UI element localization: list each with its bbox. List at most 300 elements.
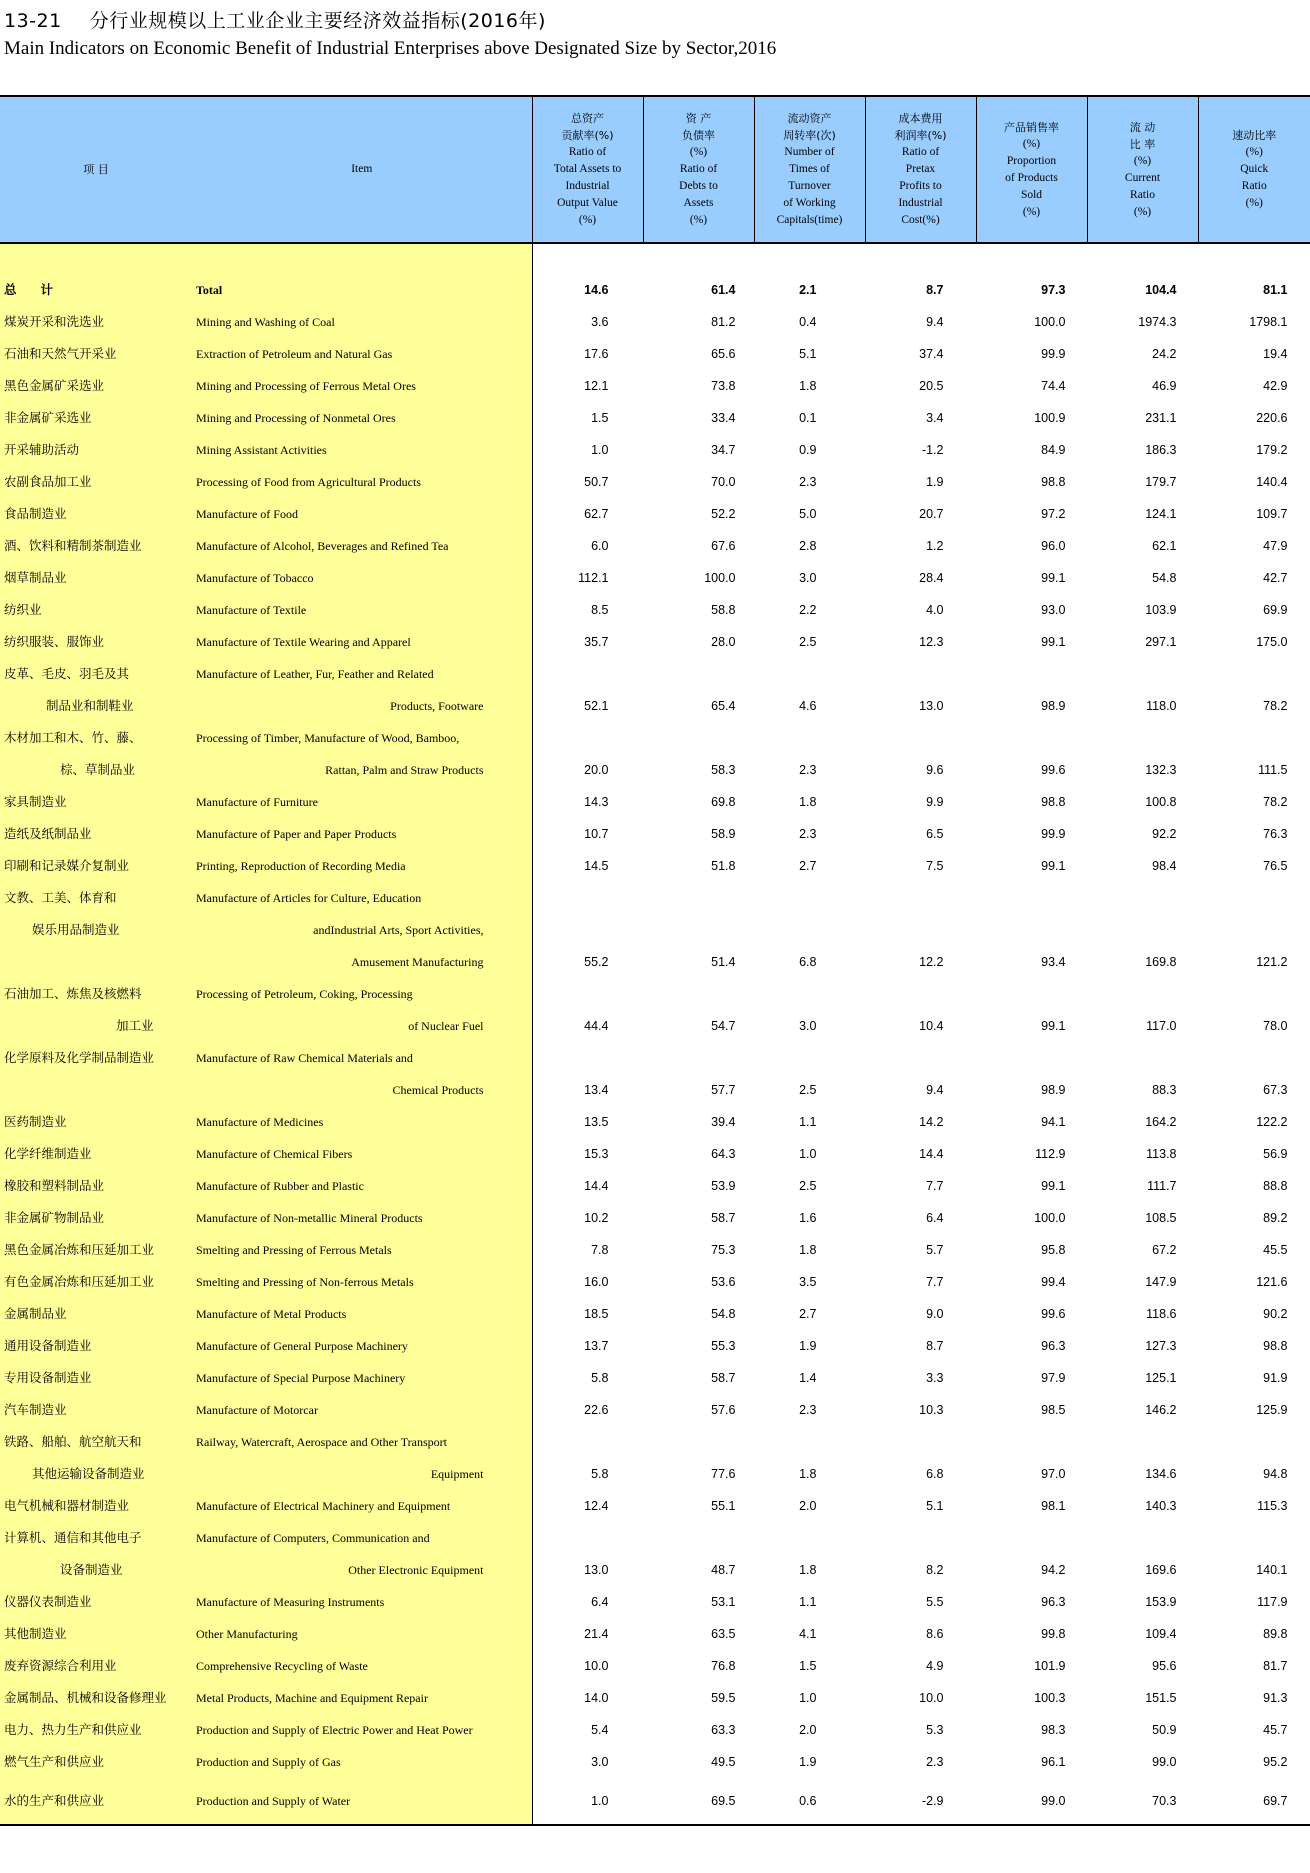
value-cell-col-7: 220.6: [1198, 402, 1310, 434]
value-cell-col-2: 65.4: [643, 690, 754, 722]
value-cell-col-5: 96.1: [976, 1746, 1087, 1778]
value-cell-col-3: 3.0: [754, 562, 865, 594]
value-cell-col-2: 59.5: [643, 1682, 754, 1714]
value-cell-col-3: 1.8: [754, 786, 865, 818]
row-label-cn: 石油和天然气开采业: [0, 338, 192, 370]
row-label-en: Manufacture of Paper and Paper Products: [192, 818, 532, 850]
value-cell-col-1: 35.7: [532, 626, 643, 658]
value-cell-col-5: 98.8: [976, 786, 1087, 818]
value-cell-col-7: 111.5: [1198, 754, 1310, 786]
row-label-cn: 其他运输设备制造业: [0, 1458, 192, 1490]
value-cell-col-4: 7.7: [865, 1170, 976, 1202]
row-label-en: Manufacture of Electrical Machinery and Equipment: [192, 1490, 532, 1522]
value-cell-col-3: 2.5: [754, 1170, 865, 1202]
value-cell-col-7: 42.9: [1198, 370, 1310, 402]
value-cell-col-6: 134.6: [1087, 1458, 1198, 1490]
row-label-en: Processing of Timber, Manufacture of Wood, Bamboo,: [192, 722, 532, 754]
row-label-en: Processing of Food from Agricultural Products: [192, 466, 532, 498]
header-col-en: (%) Quick Ratio (%): [1240, 146, 1269, 209]
row-label-en: Printing, Reproduction of Recording Media: [192, 850, 532, 882]
value-cell-col-1: 18.5: [532, 1298, 643, 1330]
value-cell-col-5: [976, 722, 1087, 754]
table-row: [0, 1234, 1310, 1266]
table-row: [0, 722, 1310, 754]
value-cell-col-2: 67.6: [643, 530, 754, 562]
row-label-en: Other Manufacturing: [192, 1618, 532, 1650]
row-label-cn: 文教、工美、体育和: [0, 882, 192, 914]
value-cell-col-6: 153.9: [1087, 1586, 1198, 1618]
row-label-cn: 黑色金属矿采选业: [0, 370, 192, 402]
value-cell-col-4: 6.5: [865, 818, 976, 850]
value-cell-col-4: [865, 914, 976, 946]
value-cell-col-1: 13.5: [532, 1106, 643, 1138]
value-cell-col-1: 10.0: [532, 1650, 643, 1682]
value-cell-col-6: 67.2: [1087, 1234, 1198, 1266]
value-cell-col-4: 12.3: [865, 626, 976, 658]
value-cell-col-6: [1087, 658, 1198, 690]
value-cell-col-2: 53.9: [643, 1170, 754, 1202]
row-label-en: Manufacture of Computers, Communication and: [192, 1522, 532, 1554]
value-cell-col-2: 48.7: [643, 1554, 754, 1586]
value-cell-col-1: [532, 658, 643, 690]
row-label-en: of Nuclear Fuel: [192, 1010, 532, 1042]
value-cell-col-1: 13.7: [532, 1330, 643, 1362]
value-cell-col-7: 179.2: [1198, 434, 1310, 466]
value-cell-col-5: 99.6: [976, 1298, 1087, 1330]
value-cell-col-5: 97.3: [976, 274, 1087, 306]
row-label-cn: 纺织服装、服饰业: [0, 626, 192, 658]
table-row: [0, 658, 1310, 690]
value-cell-col-1: 14.5: [532, 850, 643, 882]
value-cell-col-5: 99.6: [976, 754, 1087, 786]
value-cell-col-4: -2.9: [865, 1778, 976, 1825]
table-row: [0, 1362, 1310, 1394]
value-cell-col-1: 112.1: [532, 562, 643, 594]
value-cell-col-3: 1.9: [754, 1746, 865, 1778]
value-cell-col-4: 9.6: [865, 754, 976, 786]
value-cell-col-3: [754, 722, 865, 754]
value-cell-col-2: [643, 658, 754, 690]
value-cell-col-5: 99.8: [976, 1618, 1087, 1650]
value-cell-col-7: 90.2: [1198, 1298, 1310, 1330]
value-cell-col-1: [532, 882, 643, 914]
value-cell-col-4: [865, 722, 976, 754]
value-cell-col-3: 2.3: [754, 466, 865, 498]
value-cell-col-2: 65.6: [643, 338, 754, 370]
value-cell-col-2: 34.7: [643, 434, 754, 466]
table-row: [0, 882, 1310, 914]
row-label-cn: 非金属矿采选业: [0, 402, 192, 434]
row-label-en: Products, Footware: [192, 690, 532, 722]
row-label-en: Manufacture of Raw Chemical Materials and: [192, 1042, 532, 1074]
row-label-en: Manufacture of Food: [192, 498, 532, 530]
value-cell-col-2: 39.4: [643, 1106, 754, 1138]
value-cell-col-3: 1.0: [754, 1682, 865, 1714]
row-label-cn: 总计: [0, 274, 192, 306]
row-label-cn: 农副食品加工业: [0, 466, 192, 498]
row-label-cn: 废弃资源综合利用业: [0, 1650, 192, 1682]
value-cell-col-7: 121.2: [1198, 946, 1310, 978]
value-cell-col-5: [976, 1426, 1087, 1458]
value-cell-col-4: 20.5: [865, 370, 976, 402]
value-cell-col-6: [1087, 1042, 1198, 1074]
value-cell-col-1: 22.6: [532, 1394, 643, 1426]
row-label-en: Mining and Processing of Nonmetal Ores: [192, 402, 532, 434]
row-label-en: Manufacture of Alcohol, Beverages and Refined Tea: [192, 530, 532, 562]
row-label-cn: 酒、饮料和精制茶制造业: [0, 530, 192, 562]
value-cell-col-3: [754, 658, 865, 690]
value-cell-col-6: 146.2: [1087, 1394, 1198, 1426]
value-cell-col-3: 2.5: [754, 626, 865, 658]
table-row: [0, 1138, 1310, 1170]
row-label-en: Equipment: [192, 1458, 532, 1490]
value-cell-col-5: [976, 1522, 1087, 1554]
row-label-cn: 橡胶和塑料制品业: [0, 1170, 192, 1202]
value-cell-col-6: [1087, 882, 1198, 914]
value-cell-col-5: 98.3: [976, 1714, 1087, 1746]
row-label-cn: 棕、草制品业: [0, 754, 192, 786]
value-cell-col-3: 1.6: [754, 1202, 865, 1234]
value-cell-col-4: 9.4: [865, 306, 976, 338]
value-cell-col-5: 93.0: [976, 594, 1087, 626]
value-cell-col-6: 24.2: [1087, 338, 1198, 370]
value-cell-col-7: 67.3: [1198, 1074, 1310, 1106]
value-cell-col-3: 1.8: [754, 1458, 865, 1490]
table-row: [0, 754, 1310, 786]
value-cell-col-3: 1.4: [754, 1362, 865, 1394]
table-row: [0, 1522, 1310, 1554]
value-cell-col-6: 125.1: [1087, 1362, 1198, 1394]
value-cell-col-6: [1087, 1426, 1198, 1458]
value-cell-col-5: 99.4: [976, 1266, 1087, 1298]
row-label-cn: 仪器仪表制造业: [0, 1586, 192, 1618]
value-cell-col-6: [1087, 914, 1198, 946]
row-label-cn: 电气机械和器材制造业: [0, 1490, 192, 1522]
value-cell-col-6: 70.3: [1087, 1778, 1198, 1825]
value-cell-col-3: 2.5: [754, 1074, 865, 1106]
value-cell-col-4: 8.7: [865, 274, 976, 306]
row-label-cn: 专用设备制造业: [0, 1362, 192, 1394]
header-item-en: [192, 96, 532, 243]
header-row: [0, 96, 1310, 243]
value-cell-col-1: 13.0: [532, 1554, 643, 1586]
value-cell-col-7: [1198, 722, 1310, 754]
table-row: [0, 338, 1310, 370]
value-cell-col-6: 92.2: [1087, 818, 1198, 850]
row-label-cn: 加工业: [0, 1010, 192, 1042]
value-cell-col-6: 169.8: [1087, 946, 1198, 978]
value-cell-col-6: [1087, 722, 1198, 754]
row-label-cn: 化学原料及化学制品制造业: [0, 1042, 192, 1074]
value-cell-col-5: 95.8: [976, 1234, 1087, 1266]
table-row: [0, 1650, 1310, 1682]
value-cell-col-2: 69.5: [643, 1778, 754, 1825]
value-cell-col-6: 62.1: [1087, 530, 1198, 562]
header-col-4: [865, 96, 976, 243]
title-cn-text: 分行业规模以上工业企业主要经济效益指标(2016年): [89, 10, 546, 32]
row-label-en: Smelting and Pressing of Non-ferrous Metals: [192, 1266, 532, 1298]
table-row: [0, 594, 1310, 626]
value-cell-col-2: 58.3: [643, 754, 754, 786]
value-cell-col-1: 44.4: [532, 1010, 643, 1042]
value-cell-col-3: 2.0: [754, 1490, 865, 1522]
value-cell-col-7: 81.1: [1198, 274, 1310, 306]
value-cell-col-4: 5.3: [865, 1714, 976, 1746]
row-label-cn: 烟草制品业: [0, 562, 192, 594]
row-label-cn: [0, 1074, 192, 1106]
value-cell-col-4: [865, 978, 976, 1010]
value-cell-col-2: 100.0: [643, 562, 754, 594]
table-row: [0, 1170, 1310, 1202]
value-cell-col-3: 1.0: [754, 1138, 865, 1170]
value-cell-col-2: 57.6: [643, 1394, 754, 1426]
value-cell-col-3: 2.2: [754, 594, 865, 626]
table-row: [0, 562, 1310, 594]
row-label-en: Metal Products, Machine and Equipment Repair: [192, 1682, 532, 1714]
value-cell-col-1: 3.0: [532, 1746, 643, 1778]
value-cell-col-2: 77.6: [643, 1458, 754, 1490]
value-cell-col-2: [643, 882, 754, 914]
value-cell-col-5: [976, 658, 1087, 690]
table-row: [0, 818, 1310, 850]
value-cell-col-3: 2.3: [754, 1394, 865, 1426]
value-cell-col-7: 175.0: [1198, 626, 1310, 658]
value-cell-col-2: 53.6: [643, 1266, 754, 1298]
value-cell-col-4: [865, 882, 976, 914]
value-cell-col-7: [1198, 978, 1310, 1010]
row-label-cn: 通用设备制造业: [0, 1330, 192, 1362]
row-label-en: Manufacture of Rubber and Plastic: [192, 1170, 532, 1202]
table-row: [0, 370, 1310, 402]
value-cell-col-1: 12.1: [532, 370, 643, 402]
header-col-en: (%) Ratio of Debts to Assets (%): [679, 146, 718, 226]
value-cell-col-5: 94.1: [976, 1106, 1087, 1138]
row-label-cn: 石油加工、炼焦及核燃料: [0, 978, 192, 1010]
value-cell-col-7: 69.7: [1198, 1778, 1310, 1825]
row-label-en: Manufacture of Chemical Fibers: [192, 1138, 532, 1170]
value-cell-col-3: [754, 914, 865, 946]
value-cell-col-2: [643, 914, 754, 946]
value-cell-col-5: 96.3: [976, 1586, 1087, 1618]
value-cell-col-1: [532, 1426, 643, 1458]
value-cell-col-1: 13.4: [532, 1074, 643, 1106]
value-cell-col-6: 111.7: [1087, 1170, 1198, 1202]
value-cell-col-4: [865, 1522, 976, 1554]
value-cell-col-2: 73.8: [643, 370, 754, 402]
row-label-en: Other Electronic Equipment: [192, 1554, 532, 1586]
header-col-5: [976, 96, 1087, 243]
value-cell-col-1: 21.4: [532, 1618, 643, 1650]
row-label-cn: 开采辅助活动: [0, 434, 192, 466]
value-cell-col-7: [1198, 1042, 1310, 1074]
value-cell-col-4: 2.3: [865, 1746, 976, 1778]
header-col-1: [532, 96, 643, 243]
value-cell-col-5: 98.9: [976, 690, 1087, 722]
value-cell-col-5: 99.0: [976, 1778, 1087, 1825]
row-label-en: Amusement Manufacturing: [192, 946, 532, 978]
value-cell-col-1: 14.3: [532, 786, 643, 818]
value-cell-col-2: 54.8: [643, 1298, 754, 1330]
value-cell-col-1: 14.6: [532, 274, 643, 306]
row-label-cn: 娱乐用品制造业: [0, 914, 192, 946]
row-label-cn: 汽车制造业: [0, 1394, 192, 1426]
header-col-cn: 流 动 比 率: [1129, 120, 1156, 151]
value-cell-col-7: 125.9: [1198, 1394, 1310, 1426]
row-label-en: Comprehensive Recycling of Waste: [192, 1650, 532, 1682]
value-cell-col-6: 118.6: [1087, 1298, 1198, 1330]
table-row: [0, 1042, 1310, 1074]
value-cell-col-4: 5.7: [865, 1234, 976, 1266]
value-cell-col-2: 58.7: [643, 1202, 754, 1234]
value-cell-col-1: 5.8: [532, 1362, 643, 1394]
value-cell-col-7: 89.2: [1198, 1202, 1310, 1234]
value-cell-col-3: 2.3: [754, 754, 865, 786]
spacer-cell-en: [192, 243, 532, 274]
value-cell-col-7: 115.3: [1198, 1490, 1310, 1522]
value-cell-col-5: 99.1: [976, 626, 1087, 658]
table-row: [0, 466, 1310, 498]
value-cell-col-3: 1.8: [754, 1234, 865, 1266]
value-cell-col-6: 108.5: [1087, 1202, 1198, 1234]
value-cell-col-1: [532, 1522, 643, 1554]
header-item-cn-label: 项 目: [83, 162, 109, 176]
header-col-6: [1087, 96, 1198, 243]
value-cell-col-4: 6.4: [865, 1202, 976, 1234]
value-cell-col-7: 19.4: [1198, 338, 1310, 370]
value-cell-col-3: [754, 1426, 865, 1458]
row-label-en: Smelting and Pressing of Ferrous Metals: [192, 1234, 532, 1266]
header-col-en: (%) Proportion of Products Sold (%): [1005, 137, 1058, 218]
row-label-en: Railway, Watercraft, Aerospace and Other Transport: [192, 1426, 532, 1458]
value-cell-col-5: 100.0: [976, 1202, 1087, 1234]
value-cell-col-1: 3.6: [532, 306, 643, 338]
value-cell-col-7: 91.3: [1198, 1682, 1310, 1714]
value-cell-col-2: 55.3: [643, 1330, 754, 1362]
table-row: [0, 1778, 1310, 1825]
value-cell-col-7: 109.7: [1198, 498, 1310, 530]
value-cell-col-6: 113.8: [1087, 1138, 1198, 1170]
value-cell-col-4: 4.0: [865, 594, 976, 626]
value-cell-col-7: 78.2: [1198, 786, 1310, 818]
value-cell-col-7: 78.2: [1198, 690, 1310, 722]
header-col-cn: 成本费用 利润率(%): [894, 112, 947, 142]
row-label-en: Total: [192, 274, 532, 306]
value-cell-col-1: 6.0: [532, 530, 643, 562]
table-body: [0, 243, 1310, 1825]
value-cell-col-6: 103.9: [1087, 594, 1198, 626]
header-col-cn: 速动比率: [1232, 129, 1277, 142]
table-row: [0, 690, 1310, 722]
value-cell-col-6: 140.3: [1087, 1490, 1198, 1522]
value-cell-col-6: 127.3: [1087, 1330, 1198, 1362]
value-cell-col-7: 1798.1: [1198, 306, 1310, 338]
value-cell-col-2: [643, 1426, 754, 1458]
value-cell-col-5: 98.8: [976, 466, 1087, 498]
value-cell-col-3: [754, 1042, 865, 1074]
value-cell-col-1: [532, 722, 643, 754]
row-label-en: Mining Assistant Activities: [192, 434, 532, 466]
value-cell-col-1: 7.8: [532, 1234, 643, 1266]
value-cell-col-5: 96.0: [976, 530, 1087, 562]
value-cell-col-4: 1.2: [865, 530, 976, 562]
value-cell-col-3: 6.8: [754, 946, 865, 978]
value-cell-col-1: 50.7: [532, 466, 643, 498]
row-label-en: Rattan, Palm and Straw Products: [192, 754, 532, 786]
table-header: [0, 96, 1310, 243]
header-col-en: Ratio of Total Assets to Industrial Output Value (%): [553, 146, 622, 226]
value-cell-col-1: [532, 914, 643, 946]
value-cell-col-3: [754, 978, 865, 1010]
value-cell-col-2: 33.4: [643, 402, 754, 434]
value-cell-col-3: 1.8: [754, 370, 865, 402]
value-cell-col-1: 14.4: [532, 1170, 643, 1202]
row-label-en: Manufacture of General Purpose Machinery: [192, 1330, 532, 1362]
value-cell-col-3: 2.1: [754, 274, 865, 306]
row-label-en: Manufacture of Special Purpose Machinery: [192, 1362, 532, 1394]
value-cell-col-6: 147.9: [1087, 1266, 1198, 1298]
row-label-cn: 食品制造业: [0, 498, 192, 530]
value-cell-col-6: [1087, 978, 1198, 1010]
header-col-cn: 流动资产 周转率(次): [783, 112, 836, 142]
value-cell-col-1: 10.2: [532, 1202, 643, 1234]
value-cell-col-3: 1.1: [754, 1106, 865, 1138]
row-label-en: Manufacture of Textile: [192, 594, 532, 626]
value-cell-col-5: 112.9: [976, 1138, 1087, 1170]
value-cell-col-2: 69.8: [643, 786, 754, 818]
value-cell-col-5: 98.5: [976, 1394, 1087, 1426]
table-row: [0, 946, 1310, 978]
value-cell-col-3: 0.1: [754, 402, 865, 434]
header-col-cn: 产品销售率: [1004, 120, 1059, 134]
value-cell-col-1: 1.0: [532, 1778, 643, 1825]
spacer-cell-values: [532, 243, 1310, 274]
value-cell-col-4: 13.0: [865, 690, 976, 722]
value-cell-col-4: 7.7: [865, 1266, 976, 1298]
row-label-en: Manufacture of Articles for Culture, Education: [192, 882, 532, 914]
value-cell-col-2: 52.2: [643, 498, 754, 530]
row-label-cn: 造纸及纸制品业: [0, 818, 192, 850]
table-row: [0, 1586, 1310, 1618]
value-cell-col-2: 76.8: [643, 1650, 754, 1682]
table-row: [0, 1746, 1310, 1778]
value-cell-col-3: 1.9: [754, 1330, 865, 1362]
value-cell-col-6: 164.2: [1087, 1106, 1198, 1138]
row-label-en: Processing of Petroleum, Coking, Processing: [192, 978, 532, 1010]
table-row: [0, 626, 1310, 658]
value-cell-col-5: 99.1: [976, 850, 1087, 882]
value-cell-col-7: 78.0: [1198, 1010, 1310, 1042]
table-row: [0, 1426, 1310, 1458]
value-cell-col-5: 98.9: [976, 1074, 1087, 1106]
value-cell-col-5: 100.9: [976, 402, 1087, 434]
value-cell-col-5: 99.1: [976, 1010, 1087, 1042]
table-row: [0, 1010, 1310, 1042]
header-item-en-label: Item: [351, 163, 373, 175]
row-label-cn: 医药制造业: [0, 1106, 192, 1138]
spacer-row: [0, 243, 1310, 274]
table-row: [0, 402, 1310, 434]
value-cell-col-3: 3.0: [754, 1010, 865, 1042]
table-number: 13-21: [4, 10, 62, 32]
value-cell-col-1: 17.6: [532, 338, 643, 370]
value-cell-col-1: 6.4: [532, 1586, 643, 1618]
indicator-table: [0, 95, 1310, 1826]
table-row: [0, 1682, 1310, 1714]
table-row: [0, 1330, 1310, 1362]
value-cell-col-7: 140.1: [1198, 1554, 1310, 1586]
row-label-cn: 木材加工和木、竹、藤、: [0, 722, 192, 754]
row-label-cn: 印刷和记录媒介复制业: [0, 850, 192, 882]
